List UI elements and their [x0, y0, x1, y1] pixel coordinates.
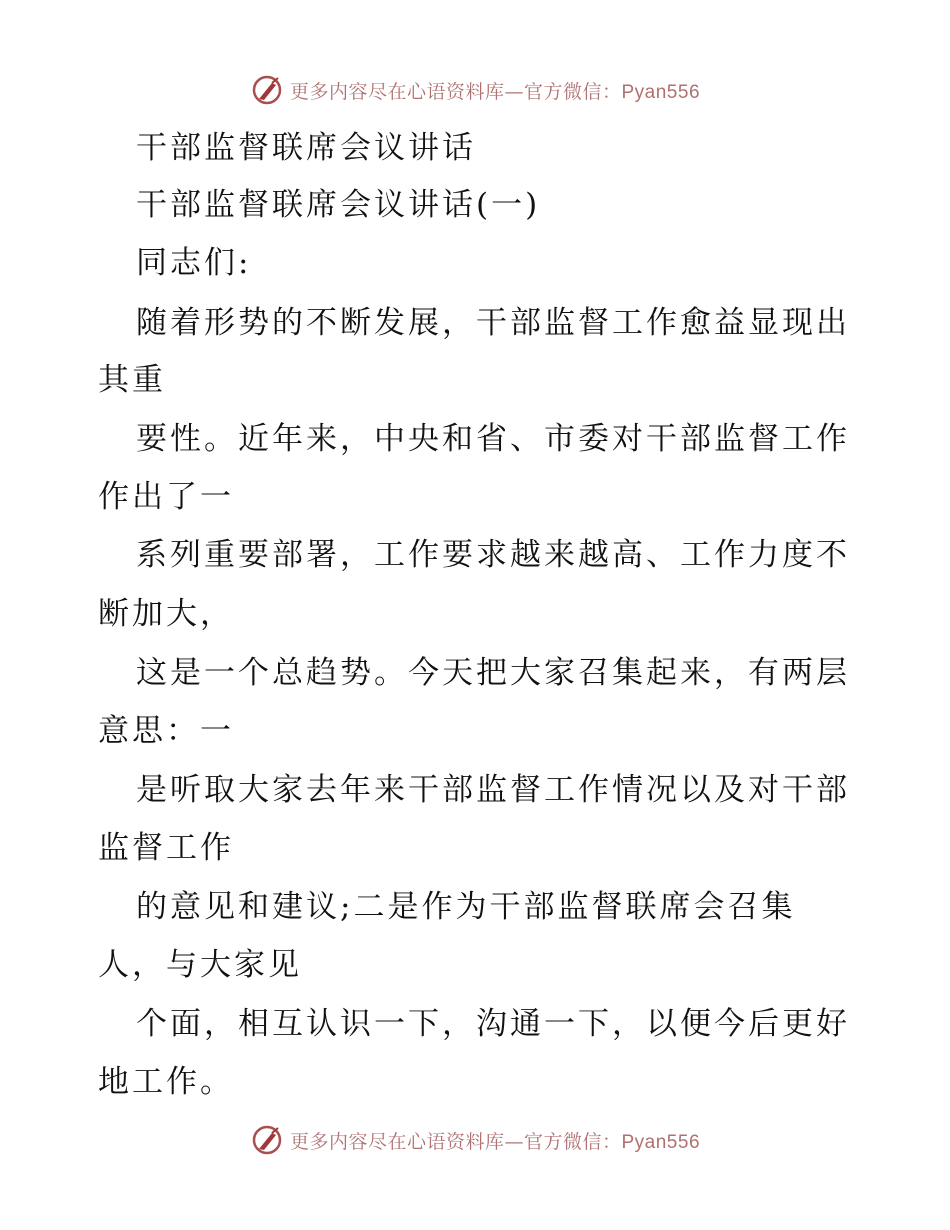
footer-watermark	[0, 1120, 950, 1160]
quill-pen-circle-icon	[250, 1123, 284, 1157]
paragraph-line: 个面，相互认识一下，沟通一下，以便今后更好	[136, 1006, 850, 1042]
paragraph-line: 监督工作	[98, 830, 234, 866]
document-title: 干部监督联席会议讲话	[136, 130, 476, 166]
paragraph-line: 系列重要部署，工作要求越来越高、工作力度不	[136, 537, 850, 573]
header-watermark	[0, 70, 950, 110]
quill-pen-circle-icon	[250, 73, 284, 107]
paragraph-line: 这是一个总趋势。今天把大家召集起来，有两层	[136, 655, 850, 691]
paragraph-line: 地工作。	[98, 1064, 234, 1100]
paragraph-line: 要性。近年来，中央和省、市委对干部监督工作	[136, 421, 850, 457]
paragraph-line: 的意见和建议;二是作为干部监督联席会召集	[136, 889, 796, 925]
watermark-text: 更多内容尽在心语资料库—官方微信：Pyan556	[289, 80, 701, 103]
paragraph-line: 其重	[98, 362, 166, 398]
watermark-text: 更多内容尽在心语资料库—官方微信：Pyan556	[289, 1130, 701, 1153]
salutation: 同志们:	[136, 245, 252, 281]
watermark-wechat-id: Pyan556	[621, 1131, 701, 1153]
paragraph-line: 人，与大家见	[98, 947, 302, 983]
paragraph-line: 作出了一	[98, 479, 234, 515]
paragraph-line: 是听取大家去年来干部监督工作情况以及对干部	[136, 772, 850, 808]
paragraph-line: 意思：一	[98, 713, 234, 749]
paragraph-line: 断加大，	[98, 596, 234, 632]
document-subtitle: 干部监督联席会议讲话(一)	[136, 187, 541, 223]
paragraph-line: 随着形势的不断发展，干部监督工作愈益显现出	[136, 305, 850, 341]
watermark-wechat-id: Pyan556	[621, 81, 701, 103]
